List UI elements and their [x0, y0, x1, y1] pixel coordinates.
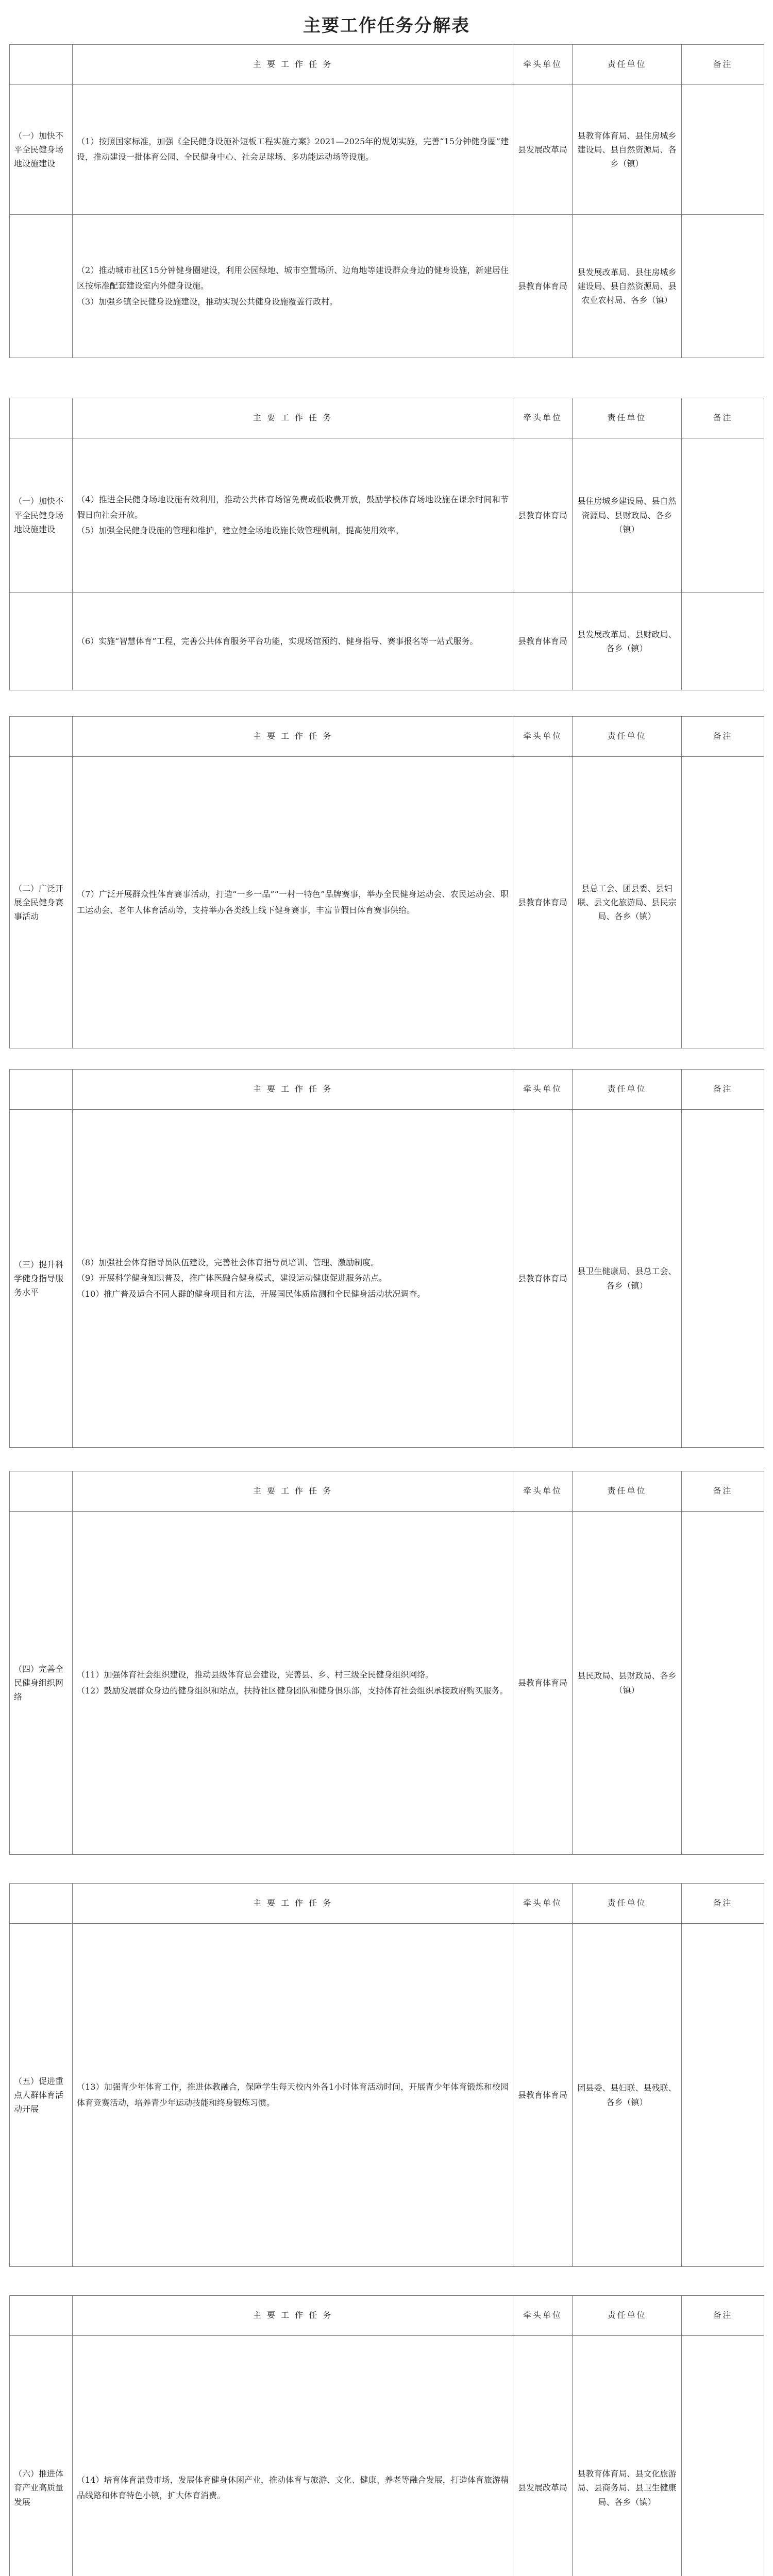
header-resp-cell: 责任单位 — [573, 2296, 682, 2336]
task-paragraph: （10）推广普及适合不同人群的健身项目和方法，开展国民体质监测和全民健身活动状况调查。 — [77, 1289, 426, 1299]
task-paragraph: （5）加强全民健身设施的管理和维护，建立健全场地设施长效管理机制，提高使用效率。 — [77, 526, 404, 536]
table-header-row — [10, 2296, 764, 2336]
header-resp-cell: 责任单位 — [573, 1070, 682, 1110]
header-task-cell: 主 要 工 作 任 务 — [73, 1070, 513, 1110]
header-area-cell — [10, 717, 73, 757]
area-cell: （一）加快不平全民健身场地设施建设 — [10, 85, 73, 215]
responsible-units-cell: 团县委、县妇联、县残联、各乡（镇） — [573, 1924, 682, 2267]
responsible-units-cell: 县教育体育局、县文化旅游局、县商务局、县卫生健康局、各乡（镇） — [573, 2336, 682, 2576]
header-resp-cell: 责任单位 — [573, 398, 682, 438]
table-row — [10, 85, 764, 215]
header-task-cell: 主 要 工 作 任 务 — [73, 1471, 513, 1512]
responsible-units-cell: 县卫生健康局、县总工会、各乡（镇） — [573, 1110, 682, 1448]
area-cell — [10, 214, 73, 358]
header-task-cell: 主 要 工 作 任 务 — [73, 2296, 513, 2336]
area-cell: （三）提升科学健身指导服务水平 — [10, 1110, 73, 1448]
task-section — [9, 716, 764, 1048]
area-cell: （一）加快不平全民健身场地设施建设 — [10, 438, 73, 593]
note-cell — [682, 2336, 764, 2576]
task-table — [9, 44, 764, 358]
table-row — [10, 2336, 764, 2576]
task-cell — [73, 1110, 513, 1448]
note-cell — [682, 438, 764, 593]
table-row — [10, 214, 764, 358]
lead-unit-cell: 县教育体育局 — [513, 1512, 573, 1855]
task-cell — [73, 2336, 513, 2576]
task-section — [9, 44, 764, 358]
header-lead-cell: 牵头单位 — [513, 1070, 573, 1110]
area-cell: （五）促进重点人群体育活动开展 — [10, 1924, 73, 2267]
task-paragraph: （13）加强青少年体育工作，推进体教融合，保障学生每天校内外各1小时体育活动时间，开展青少年体育锻炼和校园体育竞赛活动，培养青少年运动技能和终身锻炼习惯。 — [77, 2082, 509, 2108]
area-cell: （六）推进体育产业高质量发展 — [10, 2336, 73, 2576]
area-cell: （四）完善全民健身组织网络 — [10, 1512, 73, 1855]
task-paragraph: （2）推动城市社区15分钟健身圈建设，利用公园绿地、城市空置场所、边角地等建设群众身边的健身设施，新建居住区按标准配套建设室内外健身设施。 — [77, 265, 509, 291]
task-section — [9, 2295, 764, 2576]
note-cell — [682, 1110, 764, 1448]
table-row — [10, 1924, 764, 2267]
table-header-row — [10, 1884, 764, 1924]
task-paragraph: （12）鼓励发展群众身边的健身组织和站点，扶持社区健身团队和健身俱乐部，支持体育社会组织承接政府购买服务。 — [77, 1685, 508, 1696]
header-task-cell: 主 要 工 作 任 务 — [73, 717, 513, 757]
header-note-cell: 备注 — [682, 398, 764, 438]
task-cell — [73, 438, 513, 593]
header-lead-cell: 牵头单位 — [513, 1884, 573, 1924]
lead-unit-cell: 县教育体育局 — [513, 757, 573, 1048]
header-lead-cell: 牵头单位 — [513, 1471, 573, 1512]
task-section — [9, 1471, 764, 1855]
header-resp-cell: 责任单位 — [573, 717, 682, 757]
header-area-cell — [10, 45, 73, 85]
area-cell: （二）广泛开展全民健身赛事活动 — [10, 757, 73, 1048]
task-cell — [73, 757, 513, 1048]
responsible-units-cell: 县住房城乡建设局、县自然资源局、县财政局、各乡（镇） — [573, 438, 682, 593]
responsible-units-cell: 县教育体育局、县住房城乡建设局、县自然资源局、各乡（镇） — [573, 85, 682, 215]
task-cell — [73, 1512, 513, 1855]
note-cell — [682, 214, 764, 358]
task-section — [9, 398, 764, 690]
task-table — [9, 716, 764, 1048]
header-note-cell: 备注 — [682, 1884, 764, 1924]
table-row — [10, 1110, 764, 1448]
header-area-cell — [10, 1884, 73, 1924]
header-task-cell: 主 要 工 作 任 务 — [73, 45, 513, 85]
table-header-row — [10, 1070, 764, 1110]
task-table — [9, 1883, 764, 2267]
table-row — [10, 757, 764, 1048]
task-paragraph: （14）培育体育消费市场，发展体育健身休闲产业，推动体育与旅游、文化、健康、养老等融合发展，打造体育旅游精品线路和体育特色小镇，扩大体育消费。 — [77, 2475, 509, 2500]
header-note-cell: 备注 — [682, 2296, 764, 2336]
responsible-units-cell: 县民政局、县财政局、各乡（镇） — [573, 1512, 682, 1855]
lead-unit-cell: 县教育体育局 — [513, 214, 573, 358]
task-paragraph: （6）实施“智慧体育”工程，完善公共体育服务平台功能，实现场馆预约、健身指导、赛事报名等一站式服务。 — [77, 636, 478, 646]
task-paragraph: （3）加强乡镇全民健身设施建设，推动实现公共健身设施覆盖行政村。 — [77, 296, 338, 307]
responsible-units-cell: 县总工会、团县委、县妇联、县文化旅游局、县民宗局、各乡（镇） — [573, 757, 682, 1048]
header-note-cell: 备注 — [682, 1070, 764, 1110]
responsible-units-cell: 县发展改革局、县住房城乡建设局、县自然资源局、县农业农村局、各乡（镇） — [573, 214, 682, 358]
note-cell — [682, 757, 764, 1048]
note-cell — [682, 1512, 764, 1855]
table-header-row — [10, 1471, 764, 1512]
page-title: 主要工作任务分解表 — [303, 15, 470, 36]
lead-unit-cell: 县教育体育局 — [513, 1110, 573, 1448]
table-row — [10, 438, 764, 593]
task-table — [9, 398, 764, 690]
task-cell — [73, 1924, 513, 2267]
task-cell — [73, 85, 513, 215]
task-table — [9, 1471, 764, 1855]
task-table — [9, 2295, 764, 2576]
lead-unit-cell: 县教育体育局 — [513, 438, 573, 593]
header-area-cell — [10, 1070, 73, 1110]
header-task-cell: 主 要 工 作 任 务 — [73, 398, 513, 438]
task-paragraph: （7）广泛开展群众性体育赛事活动，打造“一乡一品”“一村一特色”品牌赛事，举办全民健身运动会、农民运动会、职工运动会、老年人体育活动等，支持举办各类线上线下健身赛事，丰富节假日体育赛事供给。 — [77, 889, 509, 915]
header-resp-cell: 责任单位 — [573, 1884, 682, 1924]
header-lead-cell: 牵头单位 — [513, 2296, 573, 2336]
header-area-cell — [10, 398, 73, 438]
task-cell — [73, 592, 513, 690]
task-section — [9, 1883, 764, 2267]
lead-unit-cell: 县发展改革局 — [513, 85, 573, 215]
note-cell — [682, 85, 764, 215]
task-paragraph: （11）加强体育社会组织建设，推动县级体育总会建设，完善县、乡、村三级全民健身组织网络。 — [77, 1670, 434, 1680]
note-cell — [682, 1924, 764, 2267]
table-header-row — [10, 398, 764, 438]
lead-unit-cell: 县发展改革局 — [513, 2336, 573, 2576]
area-cell — [10, 592, 73, 690]
table-row — [10, 1512, 764, 1855]
header-area-cell — [10, 1471, 73, 1512]
task-cell — [73, 214, 513, 358]
table-row — [10, 592, 764, 690]
table-header-row — [10, 717, 764, 757]
lead-unit-cell: 县教育体育局 — [513, 592, 573, 690]
task-paragraph: （1）按照国家标准，加强《全民健身设施补短板工程实施方案》2021—2025年的规划实施，完善“15分钟健身圈”建设，推动建设一批体育公园、全民健身中心、社会足球场、多功能运动场等设施。 — [77, 136, 509, 162]
task-paragraph: （9）开展科学健身知识普及，推广体医融合健身模式，建设运动健康促进服务站点。 — [77, 1273, 388, 1283]
header-area-cell — [10, 2296, 73, 2336]
header-resp-cell: 责任单位 — [573, 1471, 682, 1512]
header-note-cell: 备注 — [682, 1471, 764, 1512]
table-header-row — [10, 45, 764, 85]
header-task-cell: 主 要 工 作 任 务 — [73, 1884, 513, 1924]
header-resp-cell: 责任单位 — [573, 45, 682, 85]
task-table — [9, 1069, 764, 1448]
responsible-units-cell: 县发展改革局、县财政局、各乡（镇） — [573, 592, 682, 690]
header-lead-cell: 牵头单位 — [513, 717, 573, 757]
header-lead-cell: 牵头单位 — [513, 45, 573, 85]
header-lead-cell: 牵头单位 — [513, 398, 573, 438]
header-note-cell: 备注 — [682, 45, 764, 85]
task-paragraph: （8）加强社会体育指导员队伍建设，完善社会体育指导员培训、管理、激励制度。 — [77, 1257, 379, 1267]
lead-unit-cell: 县教育体育局 — [513, 1924, 573, 2267]
header-note-cell: 备注 — [682, 717, 764, 757]
task-paragraph: （4）推进全民健身场地设施有效利用，推动公共体育场馆免费或低收费开放，鼓励学校体育场地设施在课余时间和节假日向社会开放。 — [77, 494, 509, 520]
task-section — [9, 1069, 764, 1448]
note-cell — [682, 592, 764, 690]
